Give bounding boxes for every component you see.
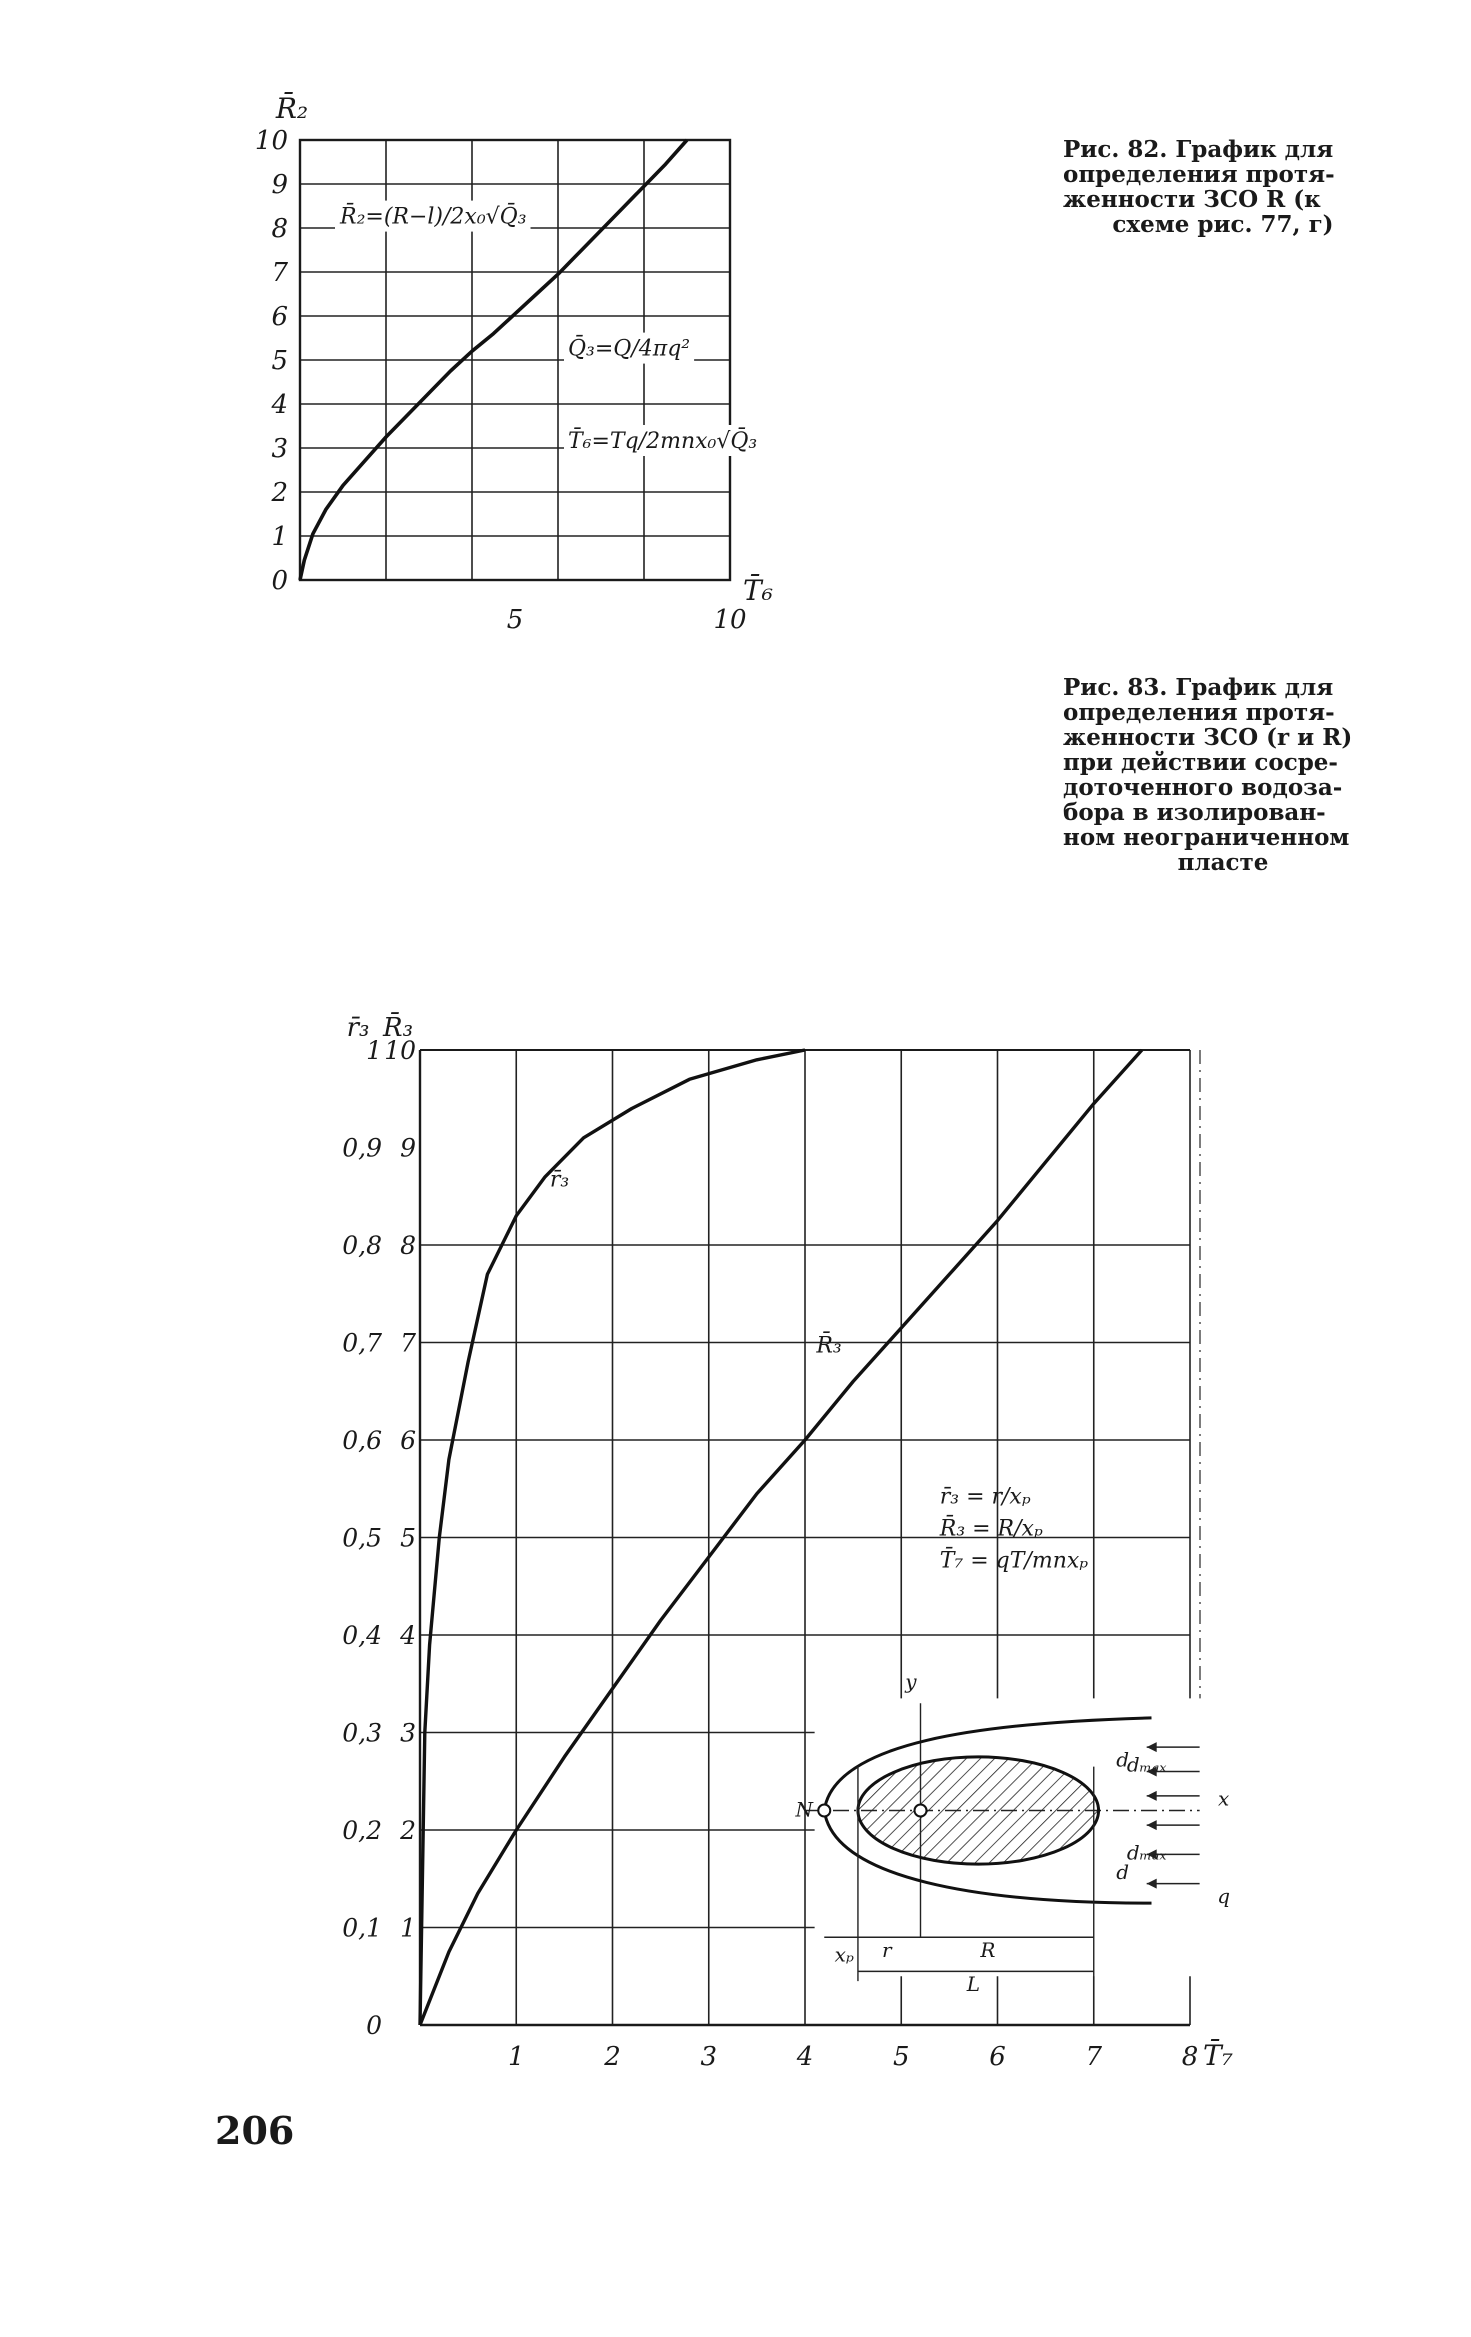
y-tick-label-R3: 5 <box>400 1523 416 1553</box>
y-tick-label-R3: 3 <box>400 1718 416 1748</box>
caption-line: доточенного водоза- <box>1063 774 1343 801</box>
y-tick-label: 2 <box>271 478 288 508</box>
legend-formula: R̄₃ = R/xₚ <box>939 1516 1043 1542</box>
inset-label: xₚ <box>834 1942 854 1967</box>
y-tick-label: 0 <box>271 566 288 596</box>
inset-label: N <box>795 1797 813 1822</box>
y-tick-label-r3: 0,8 <box>342 1231 382 1260</box>
inset-label: L <box>966 1971 981 1996</box>
inset-label: x <box>1218 1786 1230 1811</box>
x-tick-label: 8 <box>1181 2042 1199 2072</box>
formula-label: R̄₂=(R−l)/2x₀√Q̄₃ <box>340 204 527 230</box>
legend-formula: r̄₃ = r/xₚ <box>939 1484 1031 1510</box>
inset-label: dₘₐₓ <box>1126 1840 1167 1865</box>
caption-line: женности ЗСО (r и R) <box>1063 724 1353 751</box>
caption-line: схеме рис. 77, г) <box>1112 211 1334 238</box>
y-tick-label-R3: 7 <box>400 1328 416 1358</box>
caption-fig82 <box>1063 137 1383 237</box>
y-tick-label-r3: 0,9 <box>342 1133 382 1163</box>
inset-label: y <box>905 1669 917 1694</box>
y-tick-label: 9 <box>271 170 288 200</box>
y-tick-label: 6 <box>271 302 288 332</box>
y-tick-label-r3: 0,7 <box>342 1328 382 1358</box>
caption-line: пласте <box>1177 849 1269 876</box>
inset-label: R <box>980 1937 996 1962</box>
y-tick-label-r3: 0,2 <box>342 1816 382 1845</box>
x-tick-label: 4 <box>796 2042 814 2072</box>
x-axis-label: T̄₇ <box>1203 2039 1233 2072</box>
y-tick-label-R3: 8 <box>400 1231 416 1260</box>
x-tick-label: 6 <box>989 2042 1006 2072</box>
y-axis-label-r3: r̄₃ <box>346 1013 370 1043</box>
caption-line: Рис. 83. График для <box>1063 674 1334 701</box>
y-tick-label: 7 <box>271 258 288 288</box>
caption-line: определения протя- <box>1063 161 1335 188</box>
caption-line: бора в изолирован- <box>1063 799 1326 826</box>
y-tick-label-R3: 9 <box>400 1133 416 1163</box>
formula-label: Q̄₃=Q/4πq² <box>568 336 691 362</box>
x-tick-label: 7 <box>1085 2042 1103 2072</box>
y-tick-label-R3: 10 <box>384 1036 416 1065</box>
y-tick-label-r3: 0,1 <box>342 1913 382 1943</box>
x-tick-label: 1 <box>507 2042 525 2072</box>
caption-line: женности ЗСО R (к <box>1063 186 1321 213</box>
caption-fig83 <box>1063 675 1383 875</box>
x-tick-label: 2 <box>604 2042 621 2072</box>
y-tick-label: 8 <box>271 214 288 244</box>
y-tick-label-r3: 0 <box>366 2011 382 2040</box>
x-tick-label: 5 <box>506 605 524 635</box>
y-tick-label-r3: 1 <box>366 1036 382 1065</box>
inset-point-N <box>818 1805 830 1817</box>
y-tick-label-r3: 0,4 <box>342 1621 382 1650</box>
inset-label: q <box>1217 1884 1231 1909</box>
inset-label: d <box>1116 1747 1130 1772</box>
inset-label: d <box>1116 1859 1130 1884</box>
series-label-R3: R̄₃ <box>816 1333 842 1359</box>
y-tick-label: 3 <box>271 434 288 464</box>
y-tick-label: 10 <box>254 126 288 156</box>
y-tick-label-r3: 0,6 <box>342 1426 382 1455</box>
caption-line: Рис. 82. График для <box>1063 136 1334 163</box>
inset-label: r <box>882 1937 892 1962</box>
series-label-r3: r̄₃ <box>549 1167 570 1193</box>
caption-line: ном неограниченном <box>1063 824 1350 851</box>
page-number: 206 <box>215 2108 295 2153</box>
y-tick-label-r3: 0,3 <box>342 1718 382 1748</box>
inset-point-center <box>915 1805 927 1817</box>
y-tick-label-R3: 2 <box>400 1816 416 1845</box>
chart-fig83 <box>320 990 1240 2072</box>
inset-ellipse <box>858 1757 1099 1864</box>
formula-label: T̄₆=Tq/2mnx₀√Q̄₃ <box>568 429 758 454</box>
caption-line: определения протя- <box>1063 699 1335 726</box>
y-tick-label: 4 <box>271 390 288 420</box>
caption-line: при действии сосре- <box>1063 749 1338 776</box>
y-tick-label-r3: 0,5 <box>342 1523 382 1553</box>
x-tick-label: 10 <box>713 605 747 635</box>
y-tick-label-R3: 1 <box>400 1913 416 1943</box>
y-tick-label: 5 <box>271 346 288 376</box>
chart-fig82 <box>254 92 980 930</box>
x-tick-label: 5 <box>892 2042 910 2072</box>
y-axis-label-R3: R̄₃ <box>383 1013 413 1043</box>
y-tick-label: 1 <box>271 522 288 552</box>
y-axis-label: R̄₂ <box>275 92 309 125</box>
legend-formula: T̄₇ = qT/mnxₚ <box>939 1548 1089 1574</box>
y-tick-label-R3: 4 <box>400 1621 416 1650</box>
y-tick-label-R3: 6 <box>400 1426 416 1455</box>
inset-label: dₘₐₓ <box>1126 1752 1167 1777</box>
x-axis-label: T̄₆ <box>743 574 773 607</box>
x-tick-label: 3 <box>700 2042 718 2072</box>
